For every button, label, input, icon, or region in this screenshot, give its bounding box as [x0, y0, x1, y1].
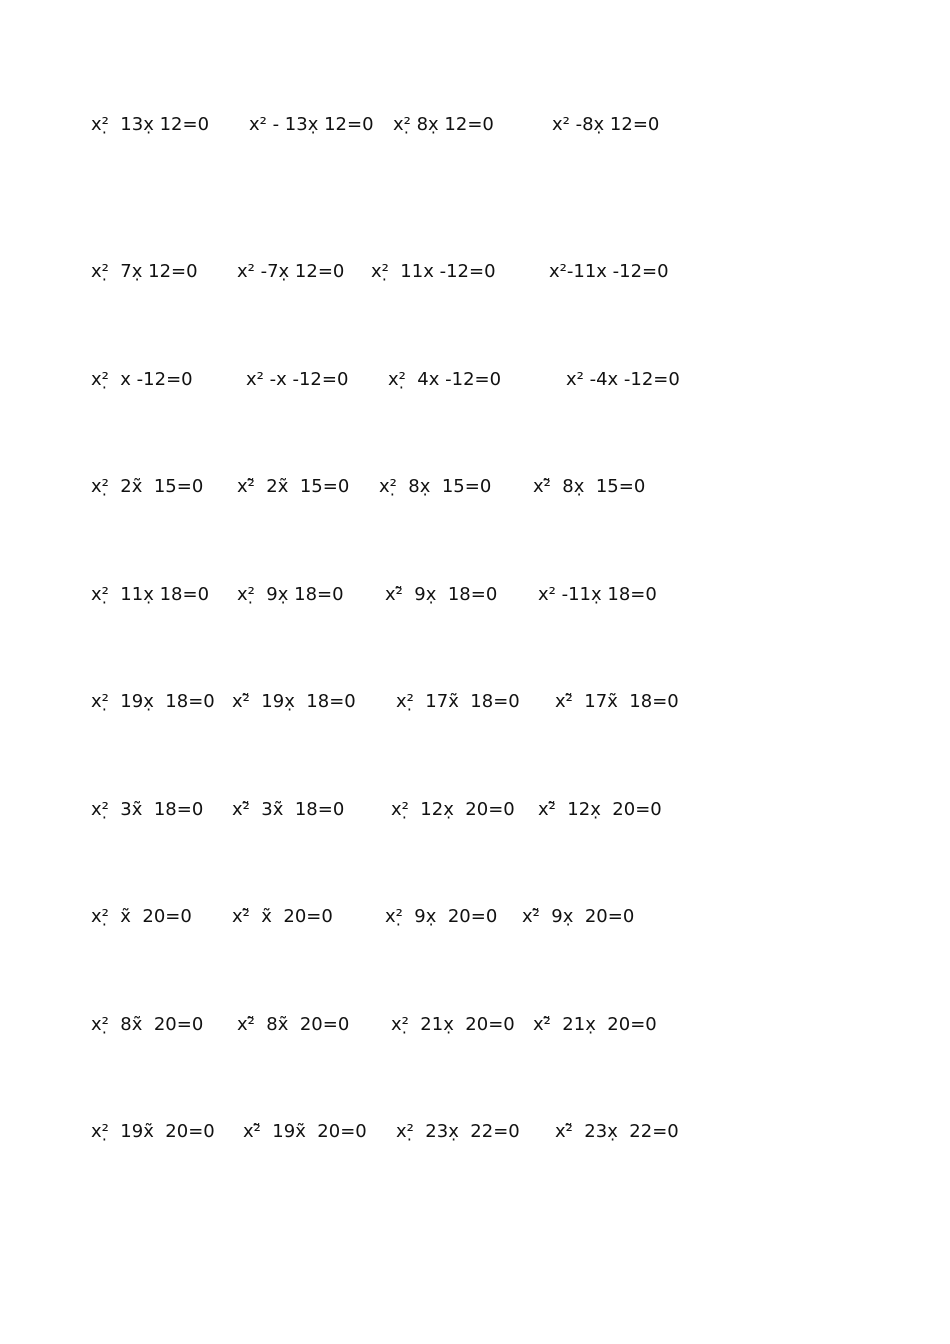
equation: x²̣ 19x̣ 18=0 [91, 691, 215, 712]
equation: x² -x -12=0 [246, 369, 349, 390]
equation: x²̃ 21x̣ 20=0 [533, 1014, 657, 1035]
equation-row [0, 110, 950, 140]
equation: x² -8x̣ 12=0 [552, 114, 660, 135]
equation: x²̃ 8x̃ 20=0 [237, 1014, 350, 1035]
equation: x²̃ 23x̣ 22=0 [555, 1121, 679, 1142]
equation: x²̃ x̃ 20=0 [232, 906, 333, 927]
equation: x²̃ 8x̣ 15=0 [533, 476, 646, 497]
equation: x²̣ 2x̃ 15=0 [91, 476, 204, 497]
equation: x²̣ x̃ 20=0 [91, 906, 192, 927]
equation: x²̣ 11x -12=0 [371, 261, 496, 282]
equation-row [0, 902, 950, 932]
equation: x²̣ 3x̃ 18=0 [91, 799, 204, 820]
equation: x²̣ 21x̣ 20=0 [391, 1014, 515, 1035]
equation: x²̃ 19x̃ 20=0 [243, 1121, 367, 1142]
equation: x²̣ 8x̣ 12=0 [393, 114, 494, 135]
equation: x²̣ 7x̣ 12=0 [91, 261, 198, 282]
equation: x²̣ 12x̣ 20=0 [391, 799, 515, 820]
equation: x² -11x̣ 18=0 [538, 584, 657, 605]
equation: x²̣ 4x -12=0 [388, 369, 502, 390]
equation: x²̣ 8x̣ 15=0 [379, 476, 492, 497]
equation: x² -7x̣ 12=0 [237, 261, 345, 282]
equation-row [0, 580, 950, 610]
equation: x²̣ 9x̣ 20=0 [385, 906, 498, 927]
equation-row [0, 472, 950, 502]
equation: x² - 13x̣ 12=0 [249, 114, 374, 135]
equation: x²̃ 12x̣ 20=0 [538, 799, 662, 820]
equation: x²̣ 13x̣ 12=0 [91, 114, 210, 135]
equation: x²̃ 9x̣ 18=0 [385, 584, 498, 605]
equation: x²̣ 23x̣ 22=0 [396, 1121, 520, 1142]
equation: x²̃ 9x̣ 20=0 [522, 906, 635, 927]
equation-row [0, 1010, 950, 1040]
equation: x²̃ 3x̃ 18=0 [232, 799, 345, 820]
equation: x²̣ 8x̃ 20=0 [91, 1014, 204, 1035]
equation: x²̣ x -12=0 [91, 369, 193, 390]
equation-row [0, 1117, 950, 1147]
equation: x²̃ 17x̃ 18=0 [555, 691, 679, 712]
equation-row [0, 795, 950, 825]
equation-row [0, 687, 950, 717]
equation: x²̣ 11x̣ 18=0 [91, 584, 210, 605]
equation: x²̃ 2x̃ 15=0 [237, 476, 350, 497]
equation-row [0, 365, 950, 395]
equation-row [0, 257, 950, 287]
equation: x²̣ 17x̃ 18=0 [396, 691, 520, 712]
equation: x²̣ 19x̃ 20=0 [91, 1121, 215, 1142]
equation: x² -4x -12=0 [566, 369, 680, 390]
equation: x²-11x -12=0 [549, 261, 669, 282]
equation: x²̣ 9x̣ 18=0 [237, 584, 344, 605]
equation: x²̃ 19x̣ 18=0 [232, 691, 356, 712]
